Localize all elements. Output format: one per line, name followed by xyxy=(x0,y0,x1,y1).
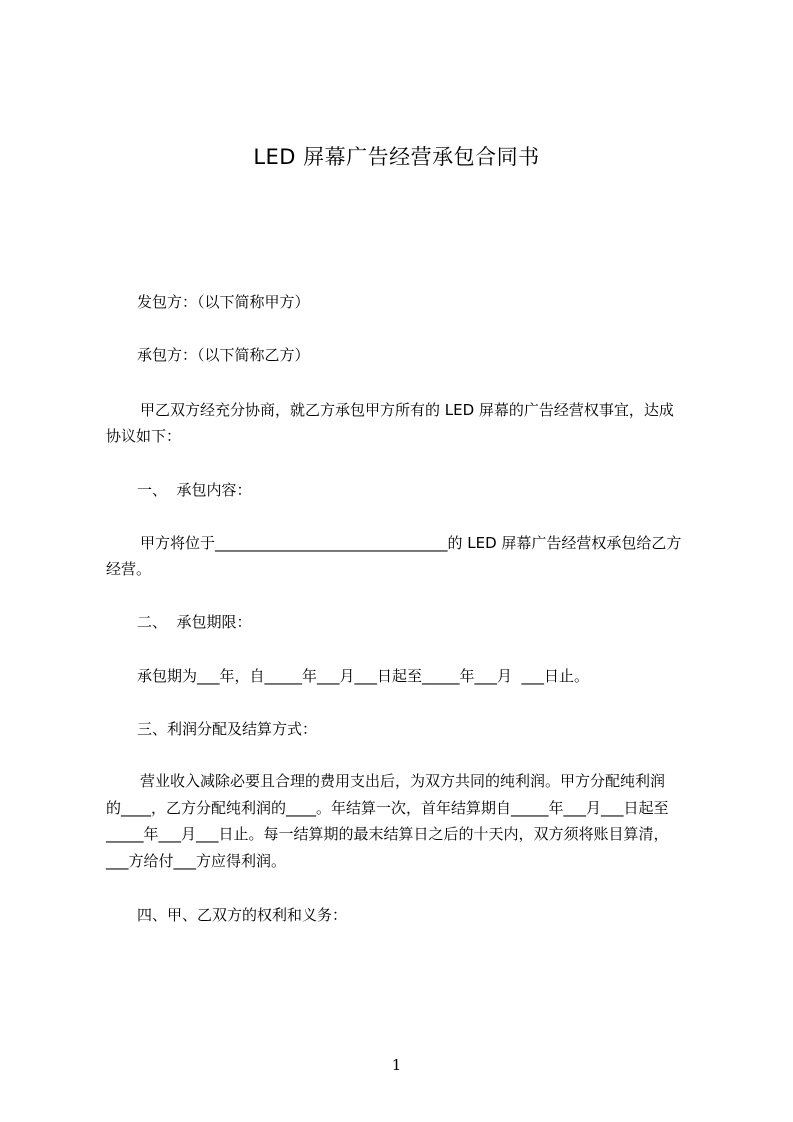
section-2-heading: 二、 承包期限： xyxy=(137,613,252,631)
party-b-line: 承包方：（以下简称乙方） xyxy=(137,346,310,364)
page-number: 1 xyxy=(391,1056,402,1074)
section-3-line-1: 营业收入减除必要且合理的费用支出后，为双方共同的纯利润。甲方分配纯利润 xyxy=(140,772,666,790)
section-3-line-3: _____年___月___日止。每一结算期的最末结算日之后的十天内，双方须将账目算清， xyxy=(106,825,669,843)
section-3-heading: 三、利润分配及结算方式： xyxy=(137,720,318,738)
section-3-line-4: ___方给付___方应得利润。 xyxy=(106,852,287,870)
preamble-line-1: 甲乙双方经充分协商，就乙方承包甲方所有的 LED 屏幕的广告经营权事宜，达成 xyxy=(140,401,674,419)
section-2-line-1: 承包期为___年，自_____年___月___日起至_____年___月 ___日止。 xyxy=(137,667,590,685)
section-3-line-2: 的____，乙方分配纯利润的____。年结算一次，首年结算期自_____年___月___日起至 xyxy=(106,799,669,817)
section-4-heading: 四、甲、乙双方的权利和义务： xyxy=(137,906,348,924)
page-title: LED 屏幕广告经营承包合同书 xyxy=(253,145,540,169)
section-1-line-2: 经营。 xyxy=(106,560,152,578)
section-1-heading: 一、 承包内容： xyxy=(137,481,252,499)
section-1-line-1: 甲方将位于_______________________________的 LED 屏幕广告经营权承包给乙方 xyxy=(140,534,682,552)
preamble-line-2: 协议如下： xyxy=(106,427,182,445)
party-a-line: 发包方：（以下简称甲方） xyxy=(137,293,310,311)
